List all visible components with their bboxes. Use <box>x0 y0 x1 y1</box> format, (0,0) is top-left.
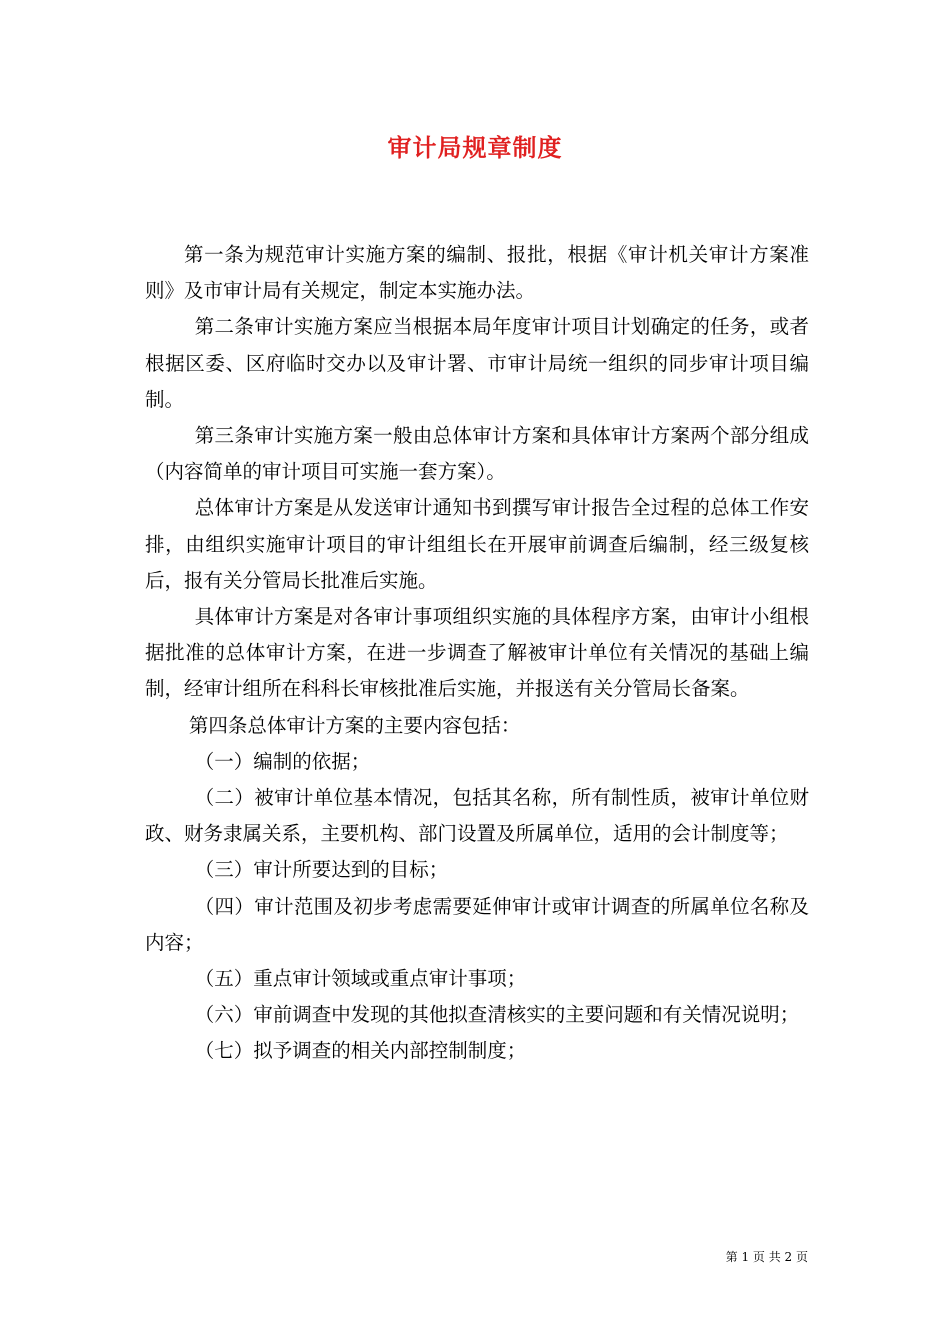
paragraph-overall-plan: 总体审计方案是从发送审计通知书到撰写审计报告全过程的总体工作安排，由组织实施审计项目的审计组组长在开展审前调查后编制，经三级复核后，报有关分管局长批准后实施。 <box>145 496 809 592</box>
paragraph-article-4: 第四条总体审计方案的主要内容包括： <box>188 713 521 737</box>
list-item-5: （五）重点审计领域或重点审计事项； <box>194 967 527 991</box>
list-item-4: （四）审计范围及初步考虑需要延伸审计或审计调查的所属单位名称及内容； <box>145 894 809 954</box>
document-body <box>145 237 809 1070</box>
paragraph-article-3: 第三条审计实施方案一般由总体审计方案和具体审计方案两个部分组成（内容简单的审计项目可实施一套方案）。 <box>145 424 809 484</box>
page-number: 第 1 页 共 2 页 <box>725 1250 808 1264</box>
list-item-7: （七）拟予调查的相关内部控制制度； <box>194 1039 527 1063</box>
paragraph-specific-plan: 具体审计方案是对各审计事项组织实施的具体程序方案，由审计小组根据批准的总体审计方案，在进一步调查了解被审计单位有关情况的基础上编制，经审计组所在科科长审核批准后实施，并报送有关分管局长备案。 <box>145 605 809 701</box>
list-item-3: （三）审计所要达到的目标； <box>194 858 449 882</box>
paragraph-article-1: 第一条为规范审计实施方案的编制、报批，根据《审计机关审计方案准则》及市审计局有关规定，制定本实施办法。 <box>145 243 809 303</box>
list-item-1: （一）编制的依据； <box>194 749 371 773</box>
list-item-2: （二）被审计单位基本情况，包括其名称，所有制性质，被审计单位财政、财务隶属关系，主要机构、部门设置及所属单位，适用的会计制度等； <box>145 786 809 846</box>
paragraph-article-2: 第二条审计实施方案应当根据本局年度审计项目计划确定的任务，或者根据区委、区府临时交办以及审计署、市审计局统一组织的同步审计项目编制。 <box>145 315 809 411</box>
document-title: 审计局规章制度 <box>387 133 563 162</box>
list-item-6: （六）审前调查中发现的其他拟查清核实的主要问题和有关情况说明； <box>194 1003 800 1027</box>
